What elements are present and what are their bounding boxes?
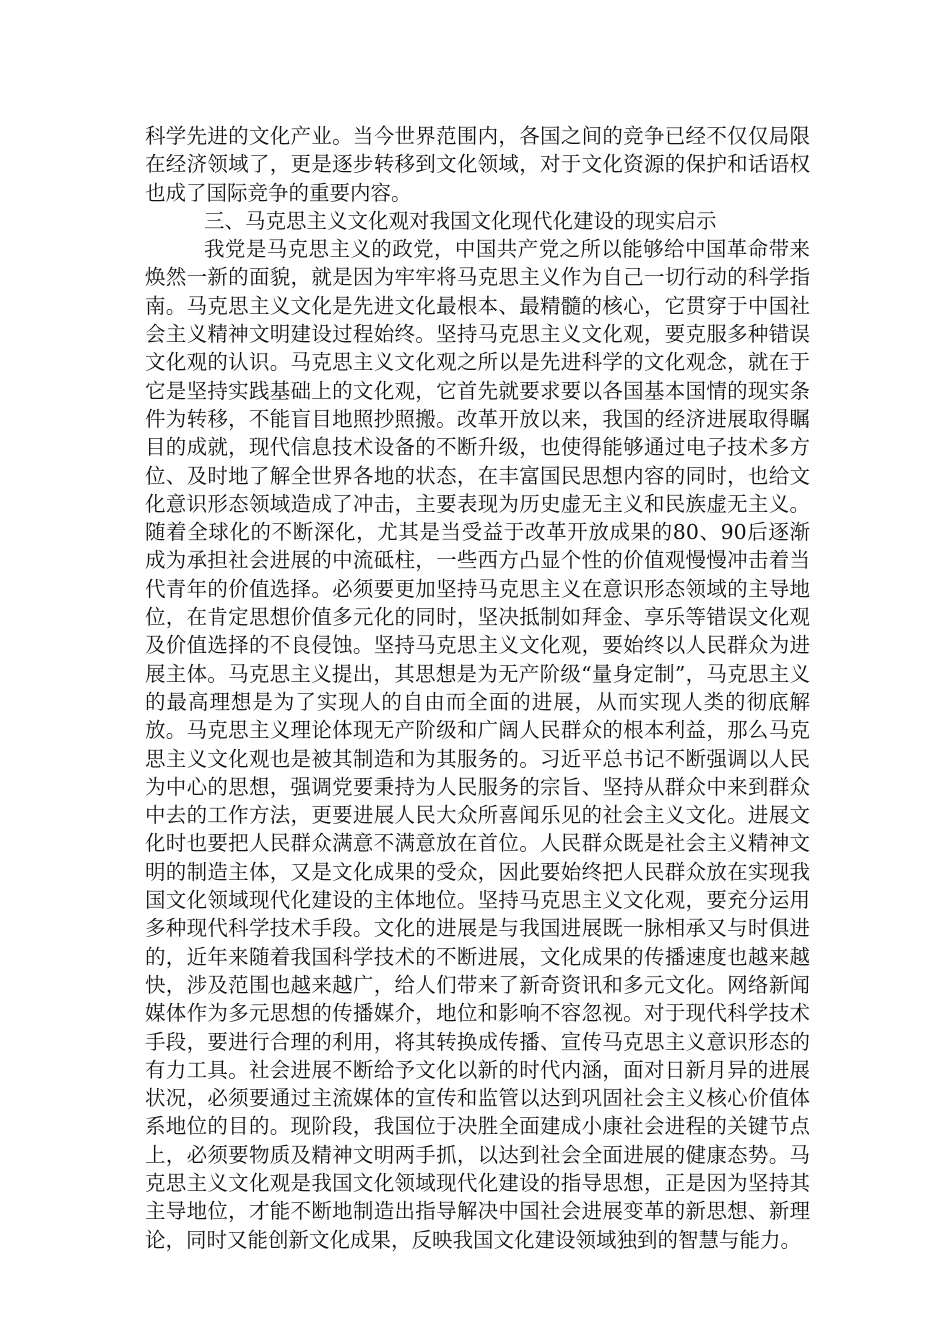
- body-paragraph: 我党是马克思主义的政党，中国共产党之所以能够给中国革命带来焕然一新的面貌，就是因为牢牢将马克思主义作为自己一切行动的科学指南。马克思主义文化是先进文化最根本、最精髓的核心，它贯穿于中国社会主义精神文明建设过程始终。坚持马克思主义文化观，要克服多种错误文化观的认识。马克思主义文化观之所以是先进科学的文化观念，就在于它是坚持实践基础上的文化观，它首先就要求要以各国基本国情的现实条件为转移，不能盲目地照抄照搬。改革开放以来，我国的经济进展取得瞩目的成就，现代信息技术设备的不断升级，也使得能够通过电子技术多方位、及时地了解全世界各地的状态，在丰富国民思想内容的同时，也给文化意识形态领域造成了冲击，主要表现为历史虚无主义和民族虚无主义。随着全球化的不断深化，尤其是当受益于改革开放成果的80、90后逐渐成为承担社会进展的中流砥柱，一些西方凸显个性的价值观慢慢冲击着当代青年的价值选择。必须要更加坚持马克思主义在意识形态领域的主导地位，在肯定思想价值多元化的同时，坚决抵制如拜金、享乐等错误文化观及价值选择的不良侵蚀。坚持马克思主义文化观，要始终以人民群众为进展主体。马克思主义提出，其思想是为无产阶级“量身定制”，马克思主义的最高理想是为了实现人的自由而全面的进展，从而实现人类的彻底解放。马克思主义理论体现无产阶级和广阔人民群众的根本利益，那么马克思主义文化观也是被其制造和为其服务的。习近平总书记不断强调以人民为中心的思想，强调党要秉持为人民服务的宗旨、坚持从群众中来到群众中去的工作方法，更要进展人民大众所喜闻乐见的社会主义文化。进展文化时也要把人民群众满意不满意放在首位。人民群众既是社会主义精神文明的制造主体，又是文化成果的受众，因此要始终把人民群众放在实现我国文化领域现代化建设的主体地位。坚持马克思主义文化观，要充分运用多种现代科学技术手段。文化的进展是与我国进展既一脉相承又与时俱进的，近年来随着我国科学技术的不断进展，文化成果的传播速度也越来越快，涉及范围也越来越广，给人们带来了新奇资讯和多元文化。网络新闻媒体作为多元思想的传播媒介，地位和影响不容忽视。对于现代科学技术手段，要进行合理的利用，将其转换成传播、宣传马克思主义意识形态的有力工具。社会进展不断给予文化以新的时代内涵，面对日新月异的进展状况，必须要通过主流媒体的宣传和监管以达到巩固社会主义核心价值体系地位的目的。现阶段，我国位于决胜全面建成小康社会进程的关键节点上，必须要物质及精神文明两手抓，以达到社会全面进展的健康态势。马克思主义文化观是我国文化领域现代化建设的指导思想，正是因为坚持其主导地位，才能不断地制造出指导解决中国社会进展变革的新思想、新理论，同时又能创新文化成果，反映我国文化建设领域独到的智慧与能力。: [145, 237, 810, 1252]
- section-heading: 三、马克思主义文化观对我国文化现代化建设的现实启示: [204, 208, 717, 233]
- intro-paragraph: 科学先进的文化产业。当今世界范围内，各国之间的竞争已经不仅仅局限在经济领域了，更是逐步转移到文化领域，对于文化资源的保护和话语权也成了国际竞争的重要内容。: [145, 124, 810, 205]
- document-body: [145, 122, 810, 1254]
